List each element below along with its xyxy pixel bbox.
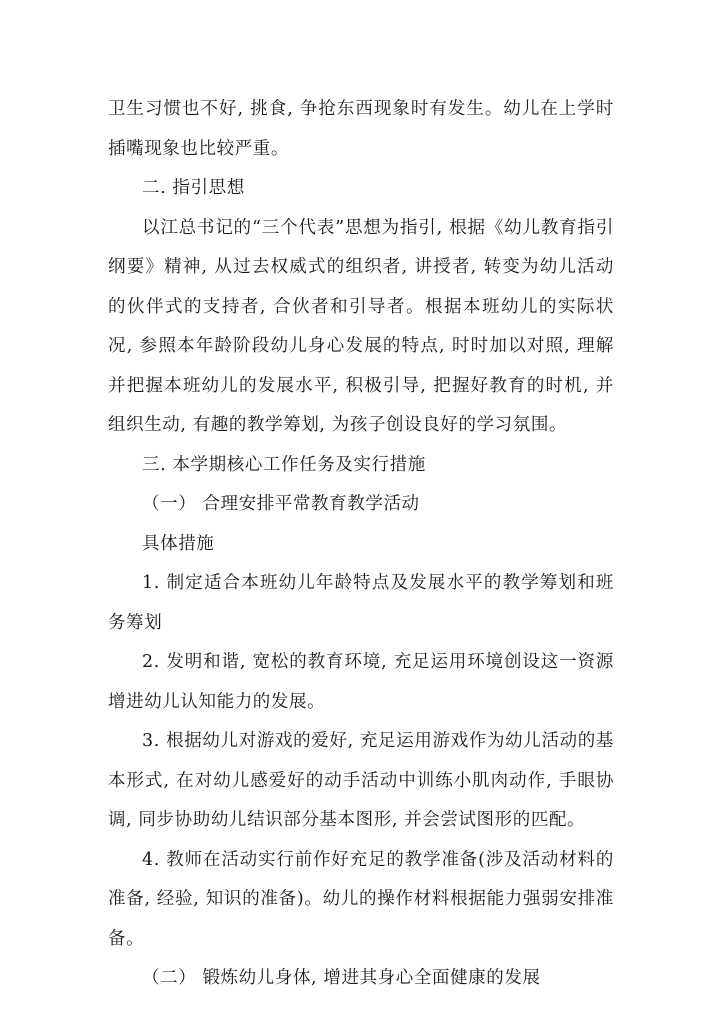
measure-item-3: 3. 根据幼儿对游戏的爱好, 充足运用游戏作为幼儿活动的基本形式, 在对幼儿感爱好的动手活动中训练小肌肉动作, 手眼协调, 同步协助幼儿结识部分基本图形, 并会尝试图形的匹配。: [108, 731, 614, 830]
subheading-teaching-activities: （一） 合理安排平常教育教学活动: [142, 494, 420, 514]
document-body: [108, 90, 614, 999]
heading-guiding-thought: 二. 指引思想: [142, 178, 245, 198]
measure-item-1: 1. 制定适合本班幼儿年龄特点及发展水平的教学筹划和班务筹划: [108, 573, 614, 633]
heading-core-tasks: 三. 本学期核心工作任务及实行措施: [142, 454, 426, 475]
measure-item-4: 4. 教师在活动实行前作好充足的教学准备(涉及活动材料的准备, 经验, 知识的准备)。幼儿的操作材料根据能力强弱安排准备。: [108, 849, 614, 949]
paragraph-guiding-thought: 以江总书记的“三个代表”思想为指引, 根据《幼儿教育指引纲要》精神, 从过去权威式的组织者, 讲授者, 转变为幼儿活动的伙伴式的支持者, 合伙者和引导者。根据本班幼儿的实际状况, 参照本年龄阶段幼儿身心发展的特点, 时时加以对照, 理解并把握本班幼儿的发展水平, 积极引导, 把握好教育的时机, 并组织生动, 有趣的教学筹划, 为孩子创设良好的学习氛围。: [108, 217, 614, 435]
label-specific-measures: 具体措施: [142, 533, 215, 554]
paragraph-continued-hygiene: 卫生习惯也不好, 挑食, 争抢东西现象时有发生。幼儿在上学时插嘴现象也比较严重。: [108, 99, 614, 159]
measure-item-2: 2. 发明和谐, 宽松的教育环境, 充足运用环境创设这一资源增进幼儿认知能力的发展。: [108, 652, 614, 712]
subheading-physical-exercise: （二） 锻炼幼儿身体, 增进其身心全面健康的发展: [142, 968, 541, 988]
